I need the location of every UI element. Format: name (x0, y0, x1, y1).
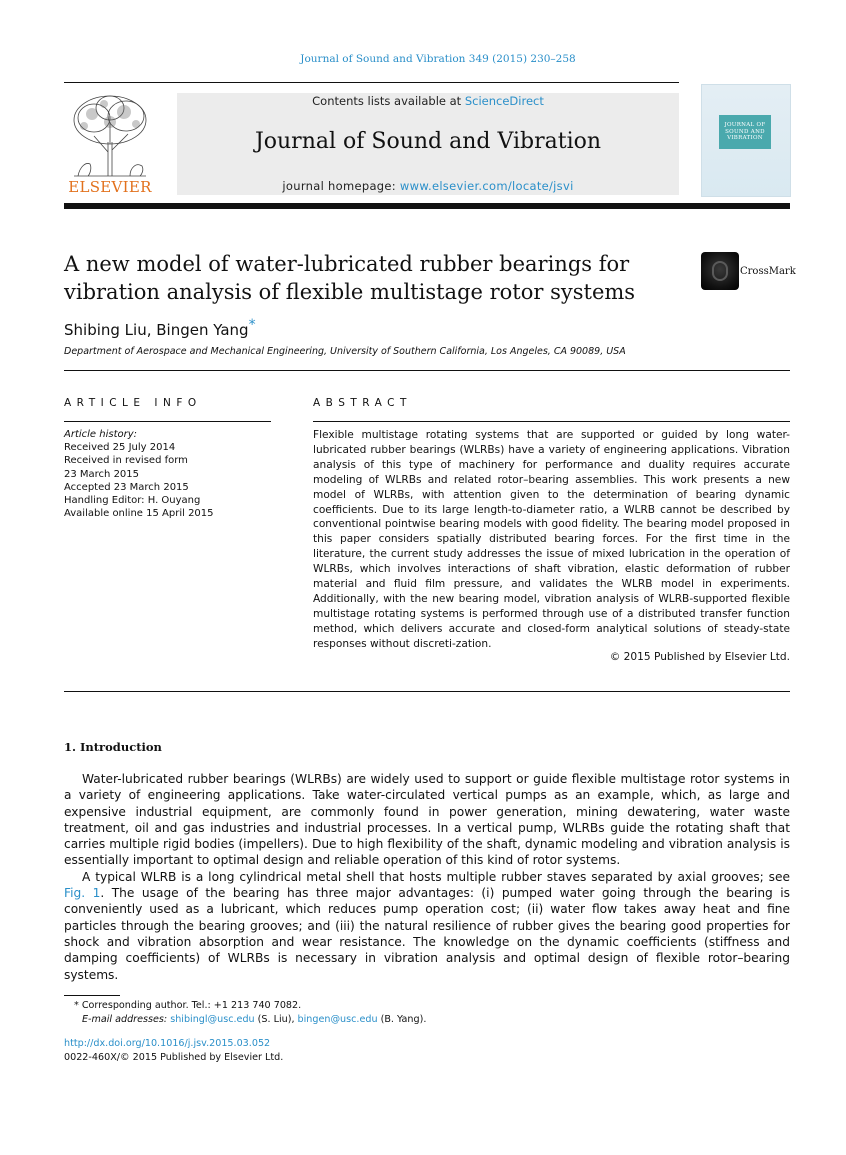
crossmark-label[interactable]: CrossMark (740, 266, 796, 277)
contents-line (177, 94, 679, 108)
journal-cover-thumbnail[interactable] (701, 84, 791, 197)
footnotes (64, 999, 764, 1027)
footnote-rule (64, 995, 120, 996)
history-line: 23 March 2015 (64, 468, 140, 480)
abstract-rule (313, 421, 790, 422)
journal-title: Journal of Sound and Vibration (254, 129, 602, 154)
header-divider (64, 203, 790, 209)
article-title: A new model of water-lubricated rubber bearings for vibration analysis of flexible multistage rotor systems (64, 252, 636, 304)
doi-link[interactable]: http://dx.doi.org/10.1016/j.jsv.2015.03.052 (64, 1038, 271, 1049)
corresponding-author-mark[interactable]: * (248, 317, 256, 333)
sciencedirect-link[interactable]: ScienceDirect (464, 94, 544, 108)
history-line: Handling Editor: H. Ouyang (64, 495, 201, 507)
email-link[interactable]: bingen@usc.edu (297, 1014, 378, 1025)
crossmark-icon[interactable] (701, 252, 739, 290)
paragraph-text: A typical WLRB is a long cylindrical metal shell that hosts multiple rubber staves separated by axial grooves; see (82, 869, 790, 884)
article-info-rule (64, 421, 271, 422)
authors (64, 317, 256, 339)
journal-masthead (177, 93, 679, 195)
paragraph-text: . The usage of the bearing has three major advantages: (i) pumped water going through the bearing is conveniently used as a lubricant, which reduces pump operation cost; (ii) water flow takes away heat and fine particles through the bearing grooves; and (iii) the natural resilience of rubber gives the bearing good properties for shock and vibration absorption and wear resistance. The knowledge on the dynamic coefficients (stiffness and damping coefficients) of WLRBs is necessary in vibration analysis and optimal design of flexible rotor–bearing systems. (64, 886, 791, 982)
abstract-heading: ABSTRACT (313, 397, 412, 409)
elsevier-tree-icon (64, 92, 156, 178)
homepage-line (177, 179, 679, 193)
paragraph: Water-lubricated rubber bearings (WLRBs) are widely used to support or guide flexible multistage rotor systems in a variety of engineering applications. Take water-circulated vertical pumps as an example, which, as large and expensive industrial equipment, are commonly found in power generation, mining dewatering, water waste treatment, oil and gas industries and industrial processes. In a vertical pump, WLRBs guide the rotating shaft that carries multiple rigid bodies (impellers). Due to high flexibility of the shaft, dynamic modeling and vibration analysis is essentially important to optimal design and reliable operation of this kind of rotor systems. (64, 772, 790, 868)
crossmark-ring (712, 261, 728, 281)
doi-block (64, 1037, 283, 1065)
paragraph (64, 869, 790, 983)
introduction-body (64, 771, 790, 983)
cover-title: JOURNAL OF SOUND AND VIBRATION (724, 122, 766, 141)
figure-link[interactable]: Fig. 1 (64, 886, 101, 901)
history-label: Article history: (64, 429, 138, 440)
email-link[interactable]: shibingl@usc.edu (170, 1014, 255, 1025)
article-history (64, 428, 274, 520)
running-head[interactable]: Journal of Sound and Vibration 349 (2015) 230–258 (300, 53, 576, 65)
issn-line: 0022-460X/© 2015 Published by Elsevier Ltd. (64, 1052, 284, 1063)
journal-homepage-link[interactable]: www.elsevier.com/locate/jsvi (399, 179, 574, 193)
affiliation: Department of Aerospace and Mechanical Engineering, University of Southern California, Los Angeles, CA 90089, USA (64, 346, 626, 357)
section-heading: 1. Introduction (64, 740, 162, 754)
divider (64, 691, 790, 692)
corresponding-footnote: * Corresponding author. Tel.: +1 213 740 7082. (74, 1000, 302, 1011)
article-info-heading: ARTICLE INFO (64, 397, 202, 409)
email-owner: (B. Yang). (377, 1014, 427, 1025)
divider (64, 370, 790, 371)
contents-prefix: Contents lists available at (312, 94, 465, 108)
history-line: Accepted 23 March 2015 (64, 481, 189, 493)
author-names: Shibing Liu, Bingen Yang (64, 321, 249, 339)
history-line: Available online 15 April 2015 (64, 508, 214, 520)
top-rule (64, 82, 679, 83)
elsevier-wordmark: ELSEVIER (68, 178, 152, 196)
email-owner: (S. Liu), (254, 1014, 298, 1025)
homepage-prefix: journal homepage: (282, 179, 400, 193)
abstract-text: Flexible multistage rotating systems that are supported or guided by long water-lubricated rubber bearings (WLRBs) have a variety of engineering applications. Vibration analysis of this type of machinery for performance and duality requires accurate modeling of WLRBs and related rotor–bearing assemblies. This work presents a new model of WLRBs, with attention given to the determination of bearing dynamic coefficients. Due to its large length-to-diameter ratio, a WLRB cannot be described by conventional pointwise bearing models with good fidelity. The bearing model proposed in this paper considers spatially distributed bearing forces. For the first time in the literature, the current study addresses the issue of mixed lubrication in the operation of WLRBs, which involves interactions of shaft vibration, elastic deformation of rubber material and fluid film pressure, and validates the WLRB model in experiments. Additionally, with the new bearing model, vibration analysis of WLRB-supported flexible multistage rotating systems is performed through use of a distributed transfer function method, which delivers accurate and closed-form analytical solutions of steady-state responses without discreti-zation. (313, 429, 790, 650)
email-footnote (64, 1013, 764, 1027)
email-label: E-mail addresses: (82, 1014, 171, 1025)
elsevier-logo[interactable] (64, 92, 156, 195)
history-line: Received 25 July 2014 (64, 442, 176, 454)
abstract-copyright: © 2015 Published by Elsevier Ltd. (609, 651, 790, 663)
history-line: Received in revised form (64, 455, 188, 467)
